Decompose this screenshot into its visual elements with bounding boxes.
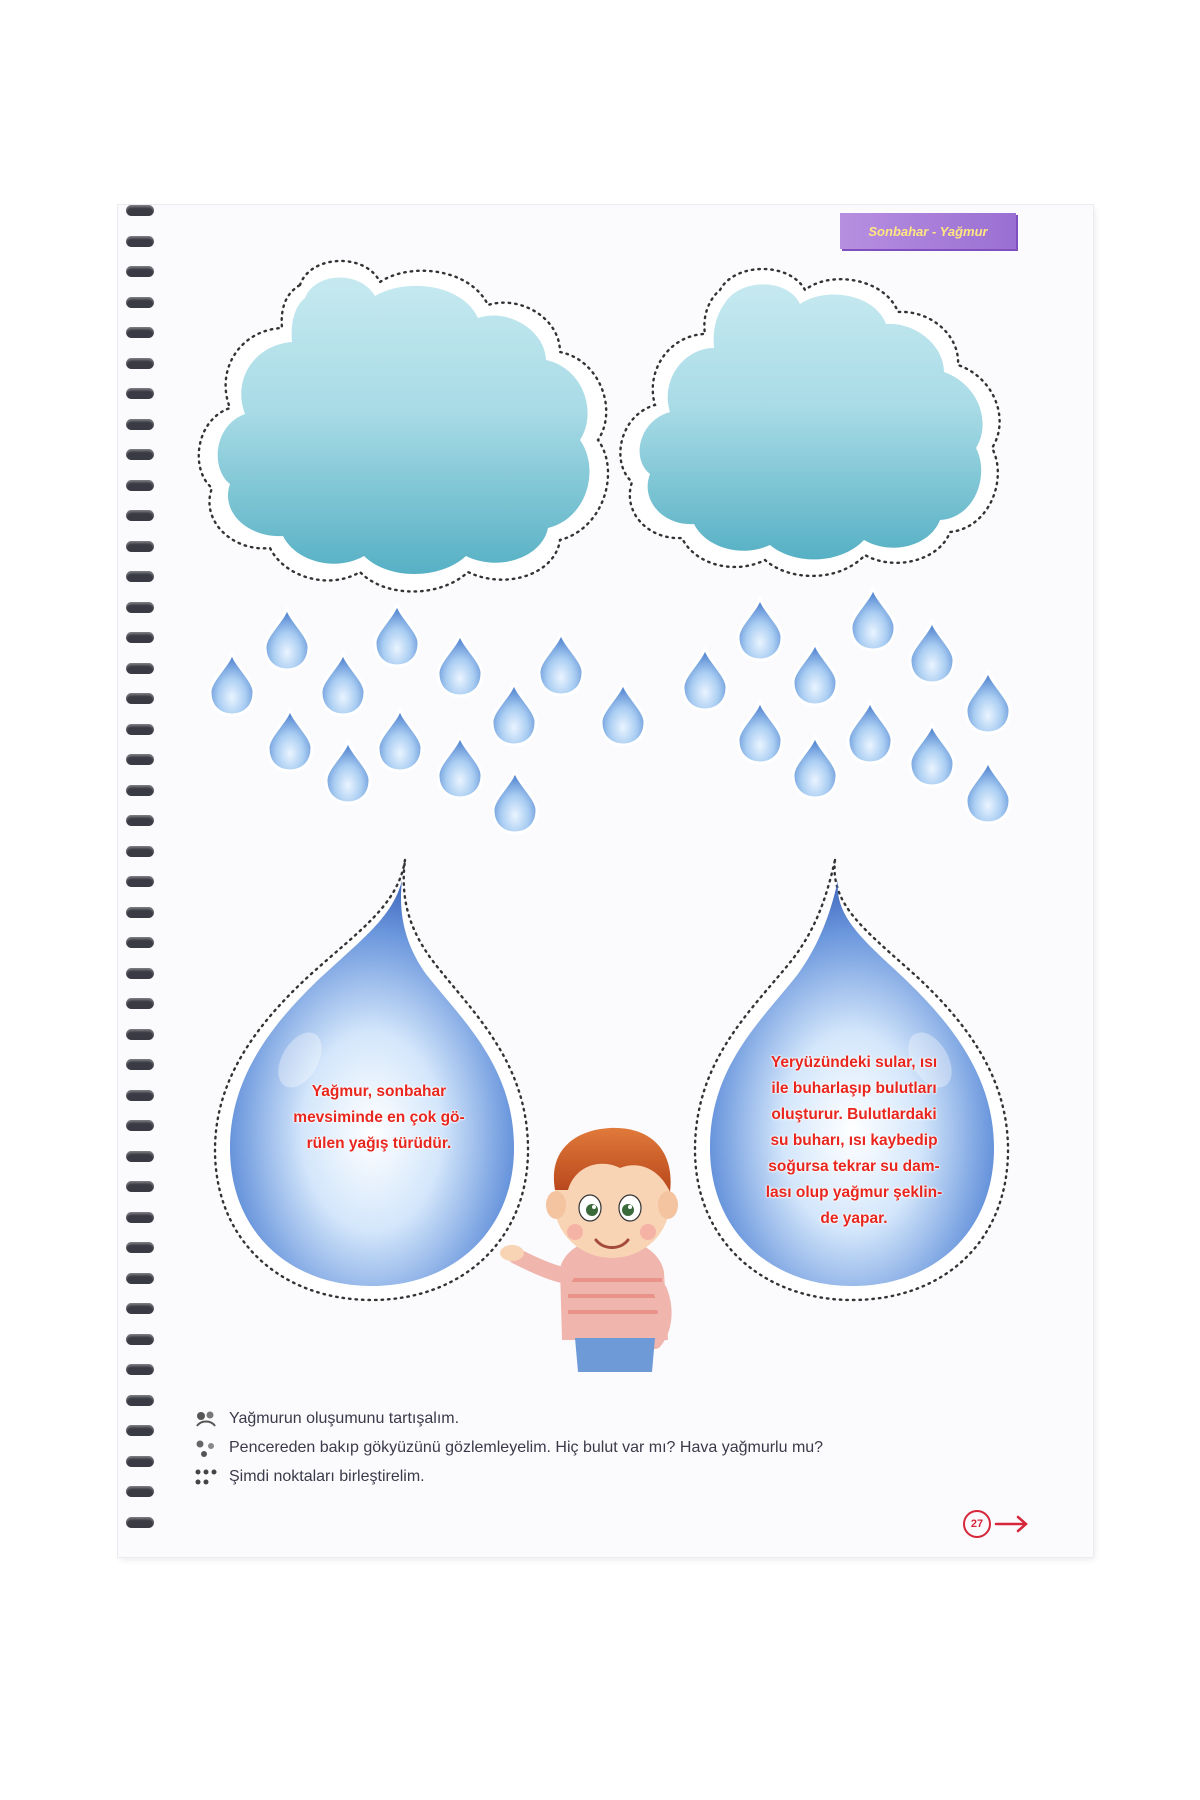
dots-icon [193,1466,219,1488]
raindrop [851,587,895,650]
drop-text-right: Yeryüzündeki sular, ısı ile buharlaşıp bulutları oluşturur. Bulutlardaki su buharı, ısı kaybedip soğursa tekrar su dam- lası olup yağmur şeklin- de yapar. [765,1054,943,1227]
raindrop [438,633,482,696]
raindrop [539,632,583,695]
activity-text: Pencereden bakıp gökyüzünü gözlemleyelim. Hiç bulut var mı? Hava yağmurlu mu? [229,1438,824,1456]
activity-item [193,1462,1013,1491]
drop-text-left: Yağmur, sonbahar mevsiminde en çok gö- rülen yağış türüdür. [293,1083,465,1152]
raindrop [438,735,482,798]
raindrop [966,760,1010,823]
raindrop [492,682,536,745]
raindrop [848,700,892,763]
raindrop [793,735,837,798]
cloud-left [199,261,608,592]
raindrops-left [210,603,645,833]
eye-icon [193,1437,219,1459]
arrow-right-icon [990,1512,1034,1536]
activity-text: Yağmurun oluşumunu tartışalım. [229,1409,460,1427]
raindrop [966,670,1010,733]
raindrops-right [683,587,1010,823]
activity-item [193,1404,1013,1433]
activity-item [193,1433,1013,1462]
page-number [960,1510,994,1538]
raindrop [321,652,365,715]
activity-list [193,1404,1013,1491]
raindrop [793,642,837,705]
raindrop [601,682,645,745]
raindrop [210,652,254,715]
raindrop [375,603,419,666]
raindrop [910,620,954,683]
page-number-label: 27 [963,1510,991,1538]
raindrop [738,700,782,763]
activity-text: Şimdi noktaları birleştirelim. [229,1467,425,1485]
chick-icon [193,1408,219,1430]
cloud-right [620,269,999,576]
raindrop [378,708,422,771]
raindrop [268,708,312,771]
raindrop [910,723,954,786]
raindrop [326,740,370,803]
raindrop [738,597,782,660]
raindrop [493,770,537,833]
section-tag-label: Sonbahar - Yağmur [868,223,988,239]
raindrop [683,647,727,710]
raindrop [265,607,309,670]
